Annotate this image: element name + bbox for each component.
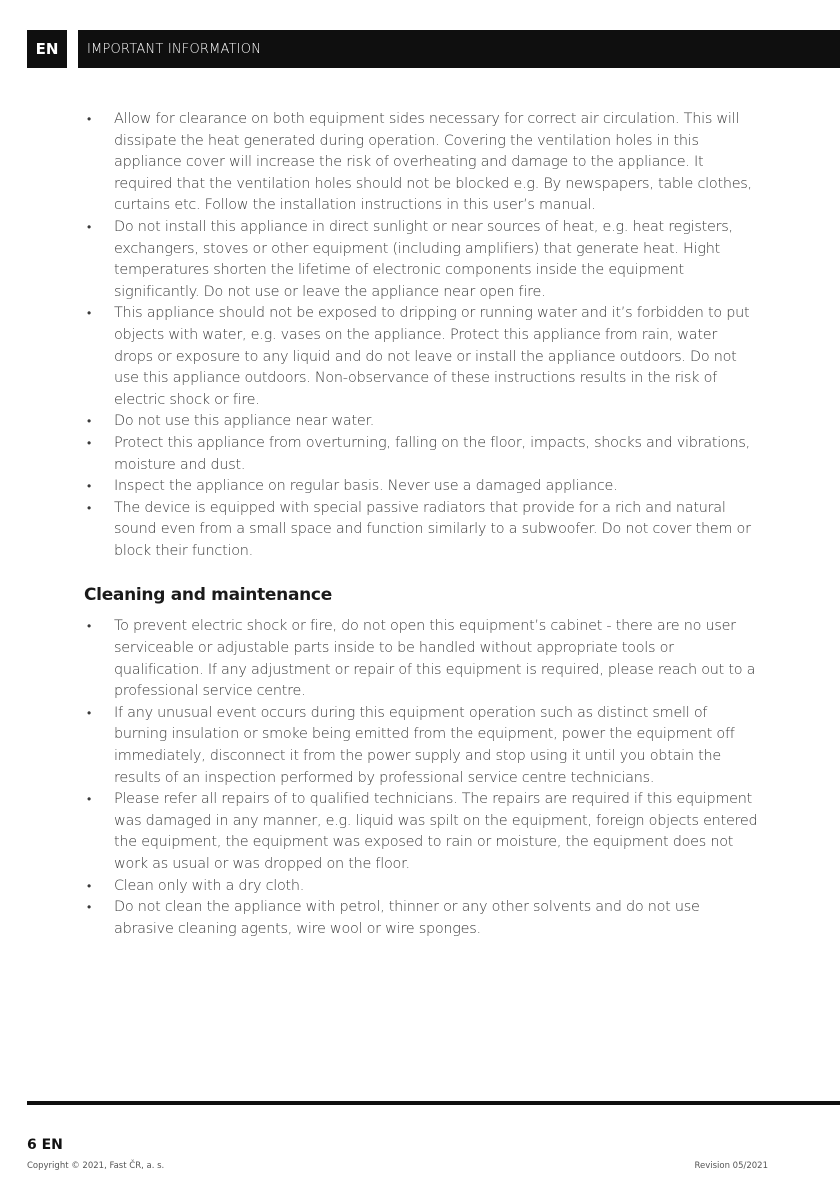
- bullet-icon: •: [87, 878, 91, 893]
- bullet-icon: •: [87, 705, 91, 720]
- cleaning-list: [84, 616, 760, 940]
- page-number: 6 EN: [27, 1137, 63, 1153]
- list-item-text: Do not install this appliance in direct sunlight or near sources of heat, e.g. heat registers, exchangers, stoves or other equipment (including amplifiers) that generate heat. Hight temperatures shorten the lifetime of electronic components inside the equipment significantly. Do not use or leave the appliance near open fire.: [114, 218, 733, 300]
- section-header-bar: [78, 30, 840, 68]
- list-item: [84, 411, 760, 433]
- list-item: [84, 703, 760, 789]
- bullet-icon: •: [87, 435, 91, 450]
- list-item: [84, 498, 760, 563]
- list-item: [84, 616, 760, 702]
- list-item: [84, 433, 760, 476]
- revision-text: Revision 05/2021: [694, 1161, 768, 1171]
- copyright-text: Copyright © 2021, Fast ČR, a. s.: [27, 1161, 165, 1171]
- list-item: [84, 876, 760, 898]
- list-item-text: Protect this appliance from overturning, falling on the floor, impacts, shocks and vibrations, moisture and dust.: [114, 434, 750, 473]
- list-item-text: Do not use this appliance near water.: [114, 413, 375, 430]
- list-item-text: Do not clean the appliance with petrol, thinner or any other solvents and do not use abrasive cleaning agents, wire wool or wire sponges.: [114, 899, 700, 937]
- list-item: [84, 303, 760, 411]
- bullet-icon: •: [87, 414, 91, 429]
- header-title: IMPORTANT INFORMATION: [87, 41, 262, 57]
- list-item: [84, 109, 760, 217]
- list-item: [84, 897, 760, 940]
- list-item-text: Clean only with a dry cloth.: [114, 877, 305, 894]
- list-item: [84, 476, 760, 498]
- bullet-icon: •: [87, 219, 91, 234]
- list-item-text: This appliance should not be exposed to dripping or running water and it’s forbidden to put objects with water, e.g. vases on the appliance. Protect this appliance from rain, water drops or exposure to any liquid and do not leave or install the appliance outdoors. Do not use this appliance outdoors. Non-observance of these instructions results in the risk of electric shock or fire.: [114, 305, 750, 408]
- safety-list: [84, 109, 760, 562]
- page-content: [84, 109, 760, 940]
- language-tab: EN: [27, 30, 67, 68]
- bullet-icon: •: [87, 900, 91, 915]
- bullet-icon: •: [87, 619, 91, 634]
- bullet-icon: •: [87, 112, 91, 126]
- list-item: [84, 217, 760, 303]
- bullet-icon: •: [87, 479, 91, 494]
- bullet-icon: •: [87, 500, 91, 515]
- list-item-text: The device is equipped with special passive radiators that provide for a rich and natural sound even from a small space and function similarly to a subwoofer. Do not cover them or block their function.: [114, 499, 751, 559]
- bullet-icon: •: [87, 306, 91, 321]
- bullet-icon: •: [87, 792, 91, 807]
- list-item-text: To prevent electric shock or fire, do not open this equipment’s cabinet - there are no user serviceable or adjustable parts inside to be handled without appropriate tools or qualification. If any adjustment or repair of this equipment is required, please reach out to a professional service centre.: [114, 618, 756, 700]
- list-item-text: If any unusual event occurs during this equipment operation such as distinct smell of burning insulation or smoke being emitted from the equipment, power the equipment off immediately, disconnect it from the power supply and stop using it until you obtain the results of an inspection performed by professional service centre technicians.: [114, 704, 735, 786]
- list-item: [84, 789, 760, 875]
- list-item-text: Allow for clearance on both equipment sides necessary for correct air circulation. This will dissipate the heat generated during operation. Covering the ventilation holes in this appliance cover will increase the risk of overheating and damage to the appliance. It required that the ventilation holes should not be blocked e.g. By newspapers, table clothes, curtains etc. Follow the installation instructions in this user’s manual.: [114, 111, 752, 214]
- list-item-text: Inspect the appliance on regular basis. Never use a damaged appliance.: [114, 478, 618, 495]
- list-item-text: Please refer all repairs of to qualified technicians. The repairs are required if this equipment was damaged in any manner, e.g. liquid was spilt on the equipment, foreign objects entered the equipment, the equipment was exposed to rain or moisture, the equipment does not work as usual or was dropped on the floor.: [114, 791, 758, 872]
- footer-divider: [27, 1101, 840, 1105]
- section-heading: Cleaning and maintenance: [84, 585, 332, 606]
